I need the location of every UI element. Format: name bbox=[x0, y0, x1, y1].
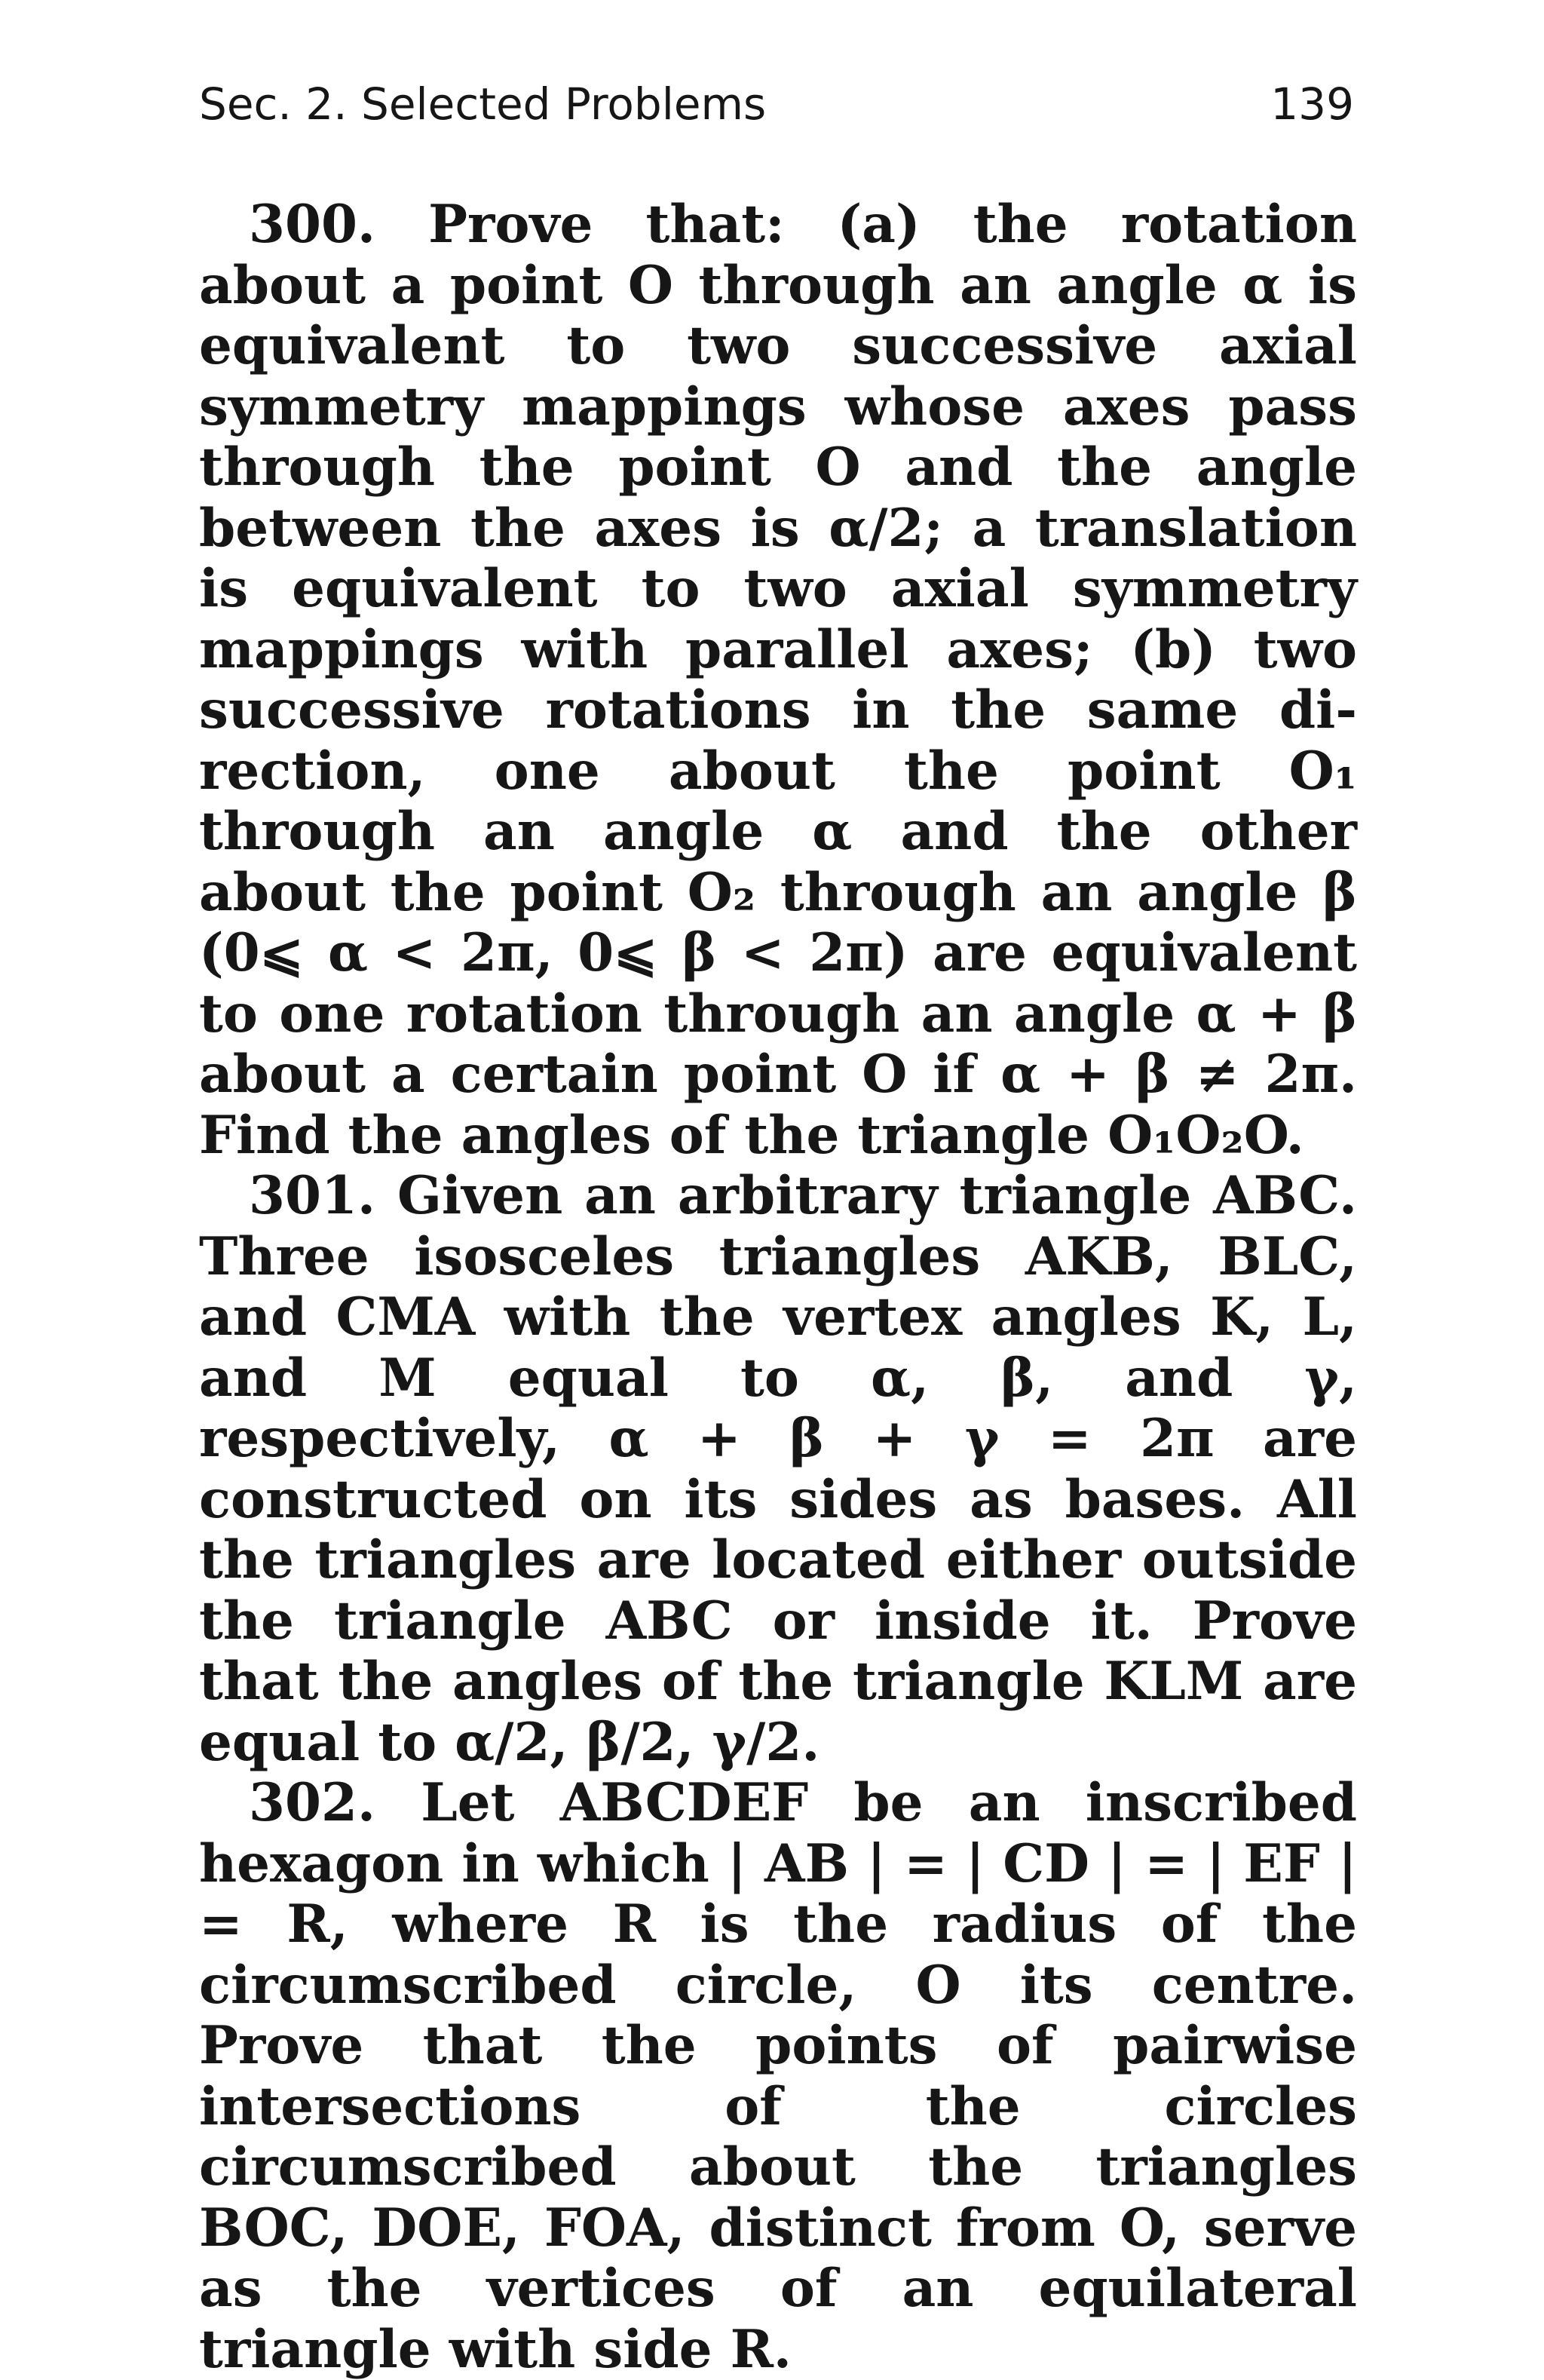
problem-number: 302. bbox=[249, 1772, 376, 1833]
problems-text bbox=[199, 195, 1357, 2380]
problem-302 bbox=[199, 1773, 1357, 2380]
running-head bbox=[199, 74, 1354, 134]
problem-text: Let ABCDEF be an inscribed hexagon in which | AB | = | CD | = | EF | = R, where R is the radius of the circumscribed circle, O its centre. Prove that the points of pairwise intersections of the circles circumscribed about the triangles BOC, DOE, FOA, distinct from O, serve as the vertices of an equilateral triangle with side R. bbox=[199, 1772, 1358, 2380]
problem-301 bbox=[199, 1166, 1357, 1773]
section-title: Sec. 2. Selected Problems bbox=[199, 78, 767, 130]
problem-300 bbox=[199, 195, 1357, 1166]
problem-number: 301. bbox=[249, 1165, 376, 1226]
problem-text: Prove that: (a) the rotation about a point O through an angle α is equivalent to two successive axial symmetry mappings whose axes pass through the point O and the angle between the axes is α/2; a translation is equivalent to two axial symmetry mappings with parallel axes; (b) two successive rotations in the same direction, one about the point O₁ through an angle α and the other about the point O₂ through an angle β (0⩽ α < 2π, 0⩽ β < 2π) are equivalent to one rotation through an angle α + β about a certain point O if α + β ≠ 2π. Find the angles of the triangle O₁O₂O. bbox=[199, 194, 1357, 1166]
problem-text: Given an arbitrary triangle ABC. Three isosceles triangles AKB, BLC, and CMA with the vertex angles K, L, and M equal to α, β, and γ, respectively, α + β + γ = 2π are constructed on its sides as bases. All the triangles are located either outside the triangle ABC or inside it. Prove that the angles of the triangle KLM are equal to α/2, β/2, γ/2. bbox=[199, 1165, 1357, 1773]
page-number: 139 bbox=[1270, 78, 1354, 130]
problem-number: 300. bbox=[249, 194, 376, 255]
